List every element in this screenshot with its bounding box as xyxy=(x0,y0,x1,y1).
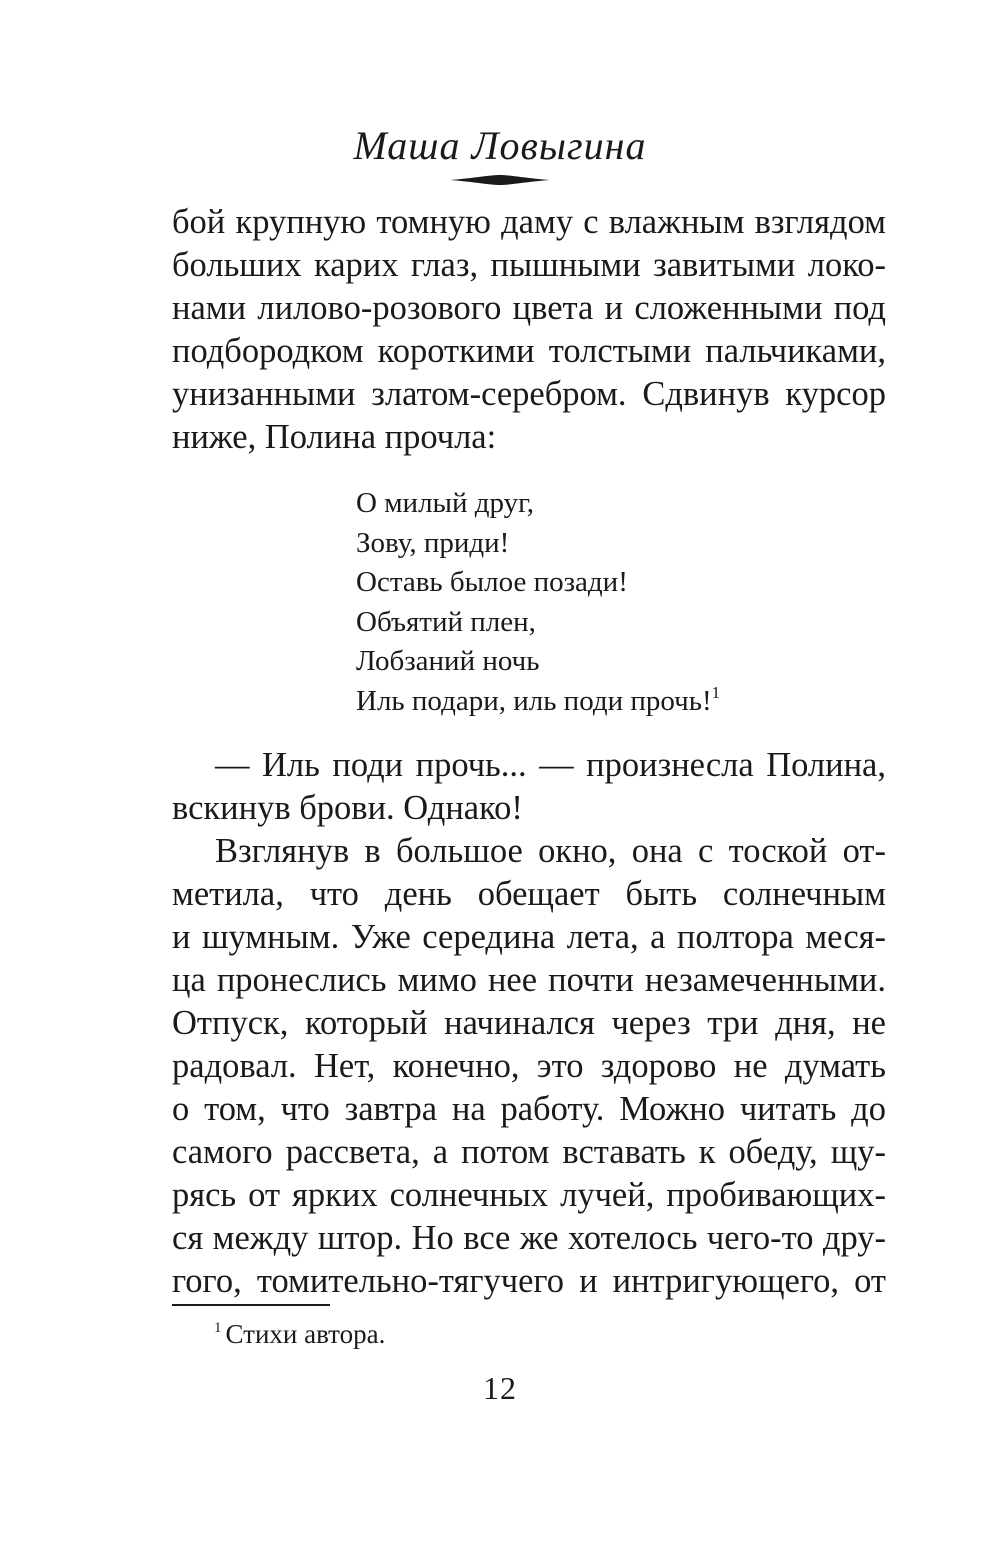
text-line: подбородком короткими толстыми пальчиками, xyxy=(172,332,886,370)
header-ornament-icon xyxy=(450,174,550,186)
footnote xyxy=(214,1318,385,1350)
poem-line: Лобзаний ночь xyxy=(356,645,540,677)
text-line: гого, томительно-тягучего и интригующего, от xyxy=(172,1262,886,1300)
paragraph-continued xyxy=(172,201,886,459)
poem-line: Объятий плен, xyxy=(356,605,536,638)
text-line: нами лилово-розового цвета и сложенными под xyxy=(172,289,886,327)
text-line: метила, что день обещает быть солнечным xyxy=(172,875,886,913)
text-line: Взглянув в большое окно, она с тоской от- xyxy=(215,832,886,870)
narrative-paragraph xyxy=(172,830,886,1303)
poem-line-text: Иль подари, иль поди прочь! xyxy=(356,684,712,717)
footnote-reference: 1 xyxy=(711,682,721,702)
page-number: 12 xyxy=(483,1370,517,1406)
footnote-mark: 1 xyxy=(214,1320,222,1336)
text-line: ниже, Полина прочла: xyxy=(172,418,497,456)
text-line: больших карих глаз, пышными завитыми локо- xyxy=(172,246,886,284)
text-line: радовал. Нет, конечно, это здорово не думать xyxy=(172,1047,886,1085)
text-line: ца пронеслись мимо нее почти незамеченными. xyxy=(172,961,886,999)
text-line: — Иль поди прочь... — произнесла Полина, xyxy=(215,746,886,784)
text-line: Отпуск, который начинался через три дня, не xyxy=(172,1004,886,1042)
footnote-text: Стихи автора. xyxy=(225,1319,386,1349)
text-line: вскинув брови. Однако! xyxy=(172,789,523,827)
text-line: ся между штор. Но все же хотелось чего-то дру- xyxy=(172,1219,886,1257)
poem-line: Оставь былое позади! xyxy=(356,566,628,598)
dialogue-paragraph xyxy=(172,744,886,830)
running-header-author: Маша Ловыгина xyxy=(353,123,647,168)
poem-line-last xyxy=(356,682,720,722)
poem-line: Зову, приди! xyxy=(356,526,510,559)
text-line: бой крупную томную даму с влажным взглядом xyxy=(172,203,886,241)
poem-line: О милый друг, xyxy=(356,487,535,519)
text-line: и шумным. Уже середина лета, а полтора меся- xyxy=(172,918,886,956)
text-line: рясь от ярких солнечных лучей, пробивающих- xyxy=(172,1176,886,1214)
poem-block xyxy=(356,484,720,721)
running-header xyxy=(0,124,1000,186)
text-line: самого рассвета, а потом вставать к обеду, щу- xyxy=(172,1133,886,1171)
text-line: унизанными златом-серебром. Сдвинув курсор xyxy=(172,375,886,413)
text-line: о том, что завтра на работу. Можно читать до xyxy=(172,1090,886,1128)
footnote-divider xyxy=(172,1304,330,1306)
